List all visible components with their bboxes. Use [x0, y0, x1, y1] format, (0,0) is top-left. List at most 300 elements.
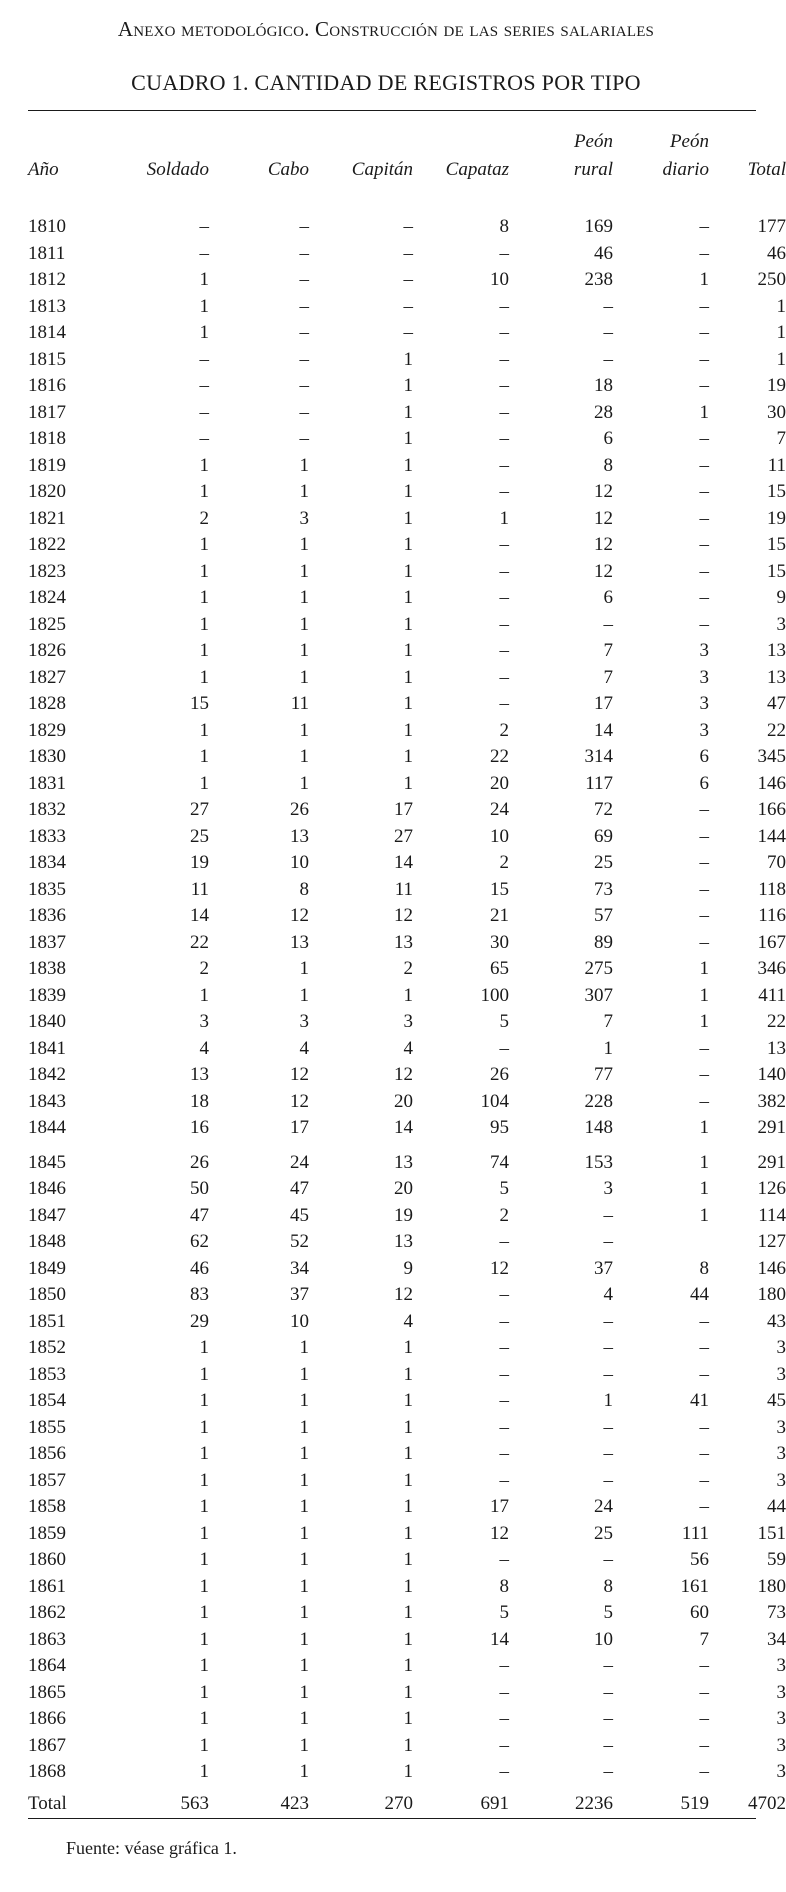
cell-capitan: 1: [403, 772, 413, 794]
cell-year: 1828: [28, 693, 66, 715]
total-capataz: 691: [480, 1792, 509, 1814]
header-peon-rural-line2: rural: [573, 159, 613, 180]
cell-peon-diario: 1: [699, 401, 709, 423]
cell-total: 3: [776, 1416, 786, 1438]
cell-cabo: 3: [299, 507, 309, 529]
cell-capataz: 14: [490, 1628, 509, 1650]
cell-year: 1829: [28, 719, 66, 741]
cell-capataz: 12: [490, 1257, 509, 1279]
cell-peon-rural: 1: [603, 1037, 613, 1059]
header-peon-rural-line1: Peón: [573, 131, 613, 152]
cell-soldado: 25: [190, 825, 209, 847]
cell-peon-diario: –: [699, 1443, 709, 1465]
table-row: [28, 506, 786, 533]
table-row: [28, 400, 786, 427]
total-capitan: 270: [384, 1792, 413, 1814]
cell-total: 3: [776, 1443, 786, 1465]
cell-soldado: 29: [190, 1310, 209, 1332]
cell-peon-diario: 1: [699, 1204, 709, 1226]
cell-capataz: –: [499, 587, 509, 609]
cell-total: 382: [757, 1090, 786, 1112]
cell-total: 144: [757, 825, 786, 847]
cell-soldado: –: [199, 428, 209, 450]
cell-total: 45: [767, 1390, 786, 1412]
cell-soldado: 47: [190, 1204, 209, 1226]
table-row: [28, 1759, 786, 1786]
cell-peon-rural: 7: [603, 1011, 613, 1033]
cell-soldado: 1: [199, 1469, 209, 1491]
table-row: [28, 585, 786, 612]
cell-total: 118: [758, 878, 786, 900]
cell-capitan: 13: [394, 931, 413, 953]
cell-cabo: 13: [290, 825, 309, 847]
cell-total: 46: [767, 242, 786, 264]
header-soldado: Soldado: [146, 159, 209, 180]
cell-peon-diario: 44: [690, 1284, 709, 1306]
header-year: Año: [28, 159, 59, 180]
cell-peon-rural: 89: [594, 931, 613, 953]
cell-total: 3: [776, 1655, 786, 1677]
cell-capitan: 20: [394, 1090, 413, 1112]
cell-capataz: –: [499, 534, 509, 556]
cell-peon-diario: 56: [690, 1549, 709, 1571]
cell-peon-rural: 25: [594, 1522, 613, 1544]
cell-cabo: 1: [299, 560, 309, 582]
cell-cabo: 34: [290, 1257, 309, 1279]
cell-peon-rural: 1: [603, 1390, 613, 1412]
cell-cabo: 1: [299, 746, 309, 768]
cell-total: 151: [757, 1522, 786, 1544]
header-cabo: Cabo: [267, 159, 309, 180]
cell-peon-rural: 238: [584, 269, 613, 291]
cell-capitan: 1: [403, 1496, 413, 1518]
cell-capitan: 12: [394, 1284, 413, 1306]
header-peon-diario-line2: diario: [662, 159, 709, 180]
cell-capataz: –: [499, 1284, 509, 1306]
cell-peon-rural: –: [603, 1655, 613, 1677]
cell-soldado: 83: [190, 1284, 209, 1306]
table-row: [28, 930, 786, 957]
cell-soldado: 1: [199, 1390, 209, 1412]
cell-capitan: 1: [403, 1708, 413, 1730]
cell-peon-rural: 73: [594, 878, 613, 900]
cell-cabo: 1: [299, 1602, 309, 1624]
cell-peon-diario: 111: [681, 1522, 709, 1544]
cell-total: 3: [776, 1734, 786, 1756]
cell-soldado: 1: [199, 640, 209, 662]
table-row: [28, 665, 786, 692]
cell-peon-diario: –: [699, 428, 709, 450]
cell-peon-rural: –: [603, 1681, 613, 1703]
cell-year: 1832: [28, 799, 66, 821]
cell-year: 1812: [28, 269, 66, 291]
table-row: [28, 1115, 786, 1142]
cell-soldado: –: [199, 216, 209, 238]
cell-peon-diario: –: [699, 375, 709, 397]
cell-capitan: 1: [403, 666, 413, 688]
cell-cabo: 12: [290, 905, 309, 927]
table-row: [28, 903, 786, 930]
cell-soldado: 1: [199, 746, 209, 768]
cell-total: 59: [767, 1549, 786, 1571]
cell-capitan: –: [403, 269, 413, 291]
cell-total: 166: [757, 799, 786, 821]
table-row: [28, 1309, 786, 1336]
cell-capataz: –: [499, 1469, 509, 1491]
cell-capataz: –: [499, 1390, 509, 1412]
cell-capitan: 1: [403, 428, 413, 450]
cell-capataz: –: [499, 348, 509, 370]
top-rule: [28, 110, 756, 111]
cell-total: 146: [757, 1257, 786, 1279]
cell-capataz: 8: [499, 1575, 509, 1597]
cell-cabo: 10: [290, 852, 309, 874]
cell-peon-diario: –: [699, 507, 709, 529]
cell-capitan: 1: [403, 1443, 413, 1465]
cell-year: 1826: [28, 640, 66, 662]
cell-soldado: 19: [190, 852, 209, 874]
cell-soldado: 1: [199, 295, 209, 317]
cell-peon-diario: –: [699, 1469, 709, 1491]
table-row: [28, 850, 786, 877]
table-row: [28, 956, 786, 983]
cell-year: 1843: [28, 1090, 66, 1112]
table-row: [28, 983, 786, 1010]
cell-cabo: 4: [299, 1037, 309, 1059]
cell-peon-diario: –: [699, 852, 709, 874]
table-row: [28, 1282, 786, 1309]
cell-capitan: 13: [394, 1151, 413, 1173]
cell-capitan: –: [403, 295, 413, 317]
cell-peon-rural: 8: [603, 1575, 613, 1597]
cell-year: 1863: [28, 1628, 66, 1650]
table-row: [28, 744, 786, 771]
cell-peon-diario: –: [699, 560, 709, 582]
cell-soldado: 1: [199, 454, 209, 476]
cell-peon-diario: [613, 1229, 709, 1256]
cell-peon-diario: –: [699, 454, 709, 476]
cell-capitan: 1: [403, 1363, 413, 1385]
cell-peon-diario: –: [699, 348, 709, 370]
cell-capataz: 21: [490, 905, 509, 927]
cell-capitan: 1: [403, 1655, 413, 1677]
cell-peon-rural: –: [603, 1310, 613, 1332]
cell-peon-rural: 69: [594, 825, 613, 847]
cell-year: 1841: [28, 1037, 66, 1059]
cell-soldado: 1: [199, 560, 209, 582]
cell-total: 9: [776, 587, 786, 609]
cell-peon-rural: 6: [603, 428, 613, 450]
cell-peon-diario: –: [699, 1734, 709, 1756]
cell-soldado: 1: [199, 984, 209, 1006]
cell-peon-diario: 3: [699, 719, 709, 741]
cell-peon-rural: –: [603, 1204, 613, 1226]
cell-total: 13: [767, 1037, 786, 1059]
cell-capataz: 2: [499, 852, 509, 874]
header-peon-rural: [509, 122, 613, 192]
cell-peon-rural: 7: [603, 666, 613, 688]
table-row: [28, 1627, 786, 1654]
cell-peon-rural: –: [603, 613, 613, 635]
cell-total: 3: [776, 1681, 786, 1703]
table-header-row: [28, 122, 786, 192]
total-soldado: 563: [180, 1792, 209, 1814]
cell-capitan: 12: [394, 1064, 413, 1086]
cell-capataz: –: [499, 322, 509, 344]
cell-capataz: 17: [490, 1496, 509, 1518]
cell-total: 127: [757, 1231, 786, 1253]
cell-year: 1821: [28, 507, 66, 529]
cell-peon-rural: –: [603, 1416, 613, 1438]
cell-peon-rural: 12: [594, 507, 613, 529]
cell-soldado: 1: [199, 1549, 209, 1571]
cell-peon-diario: –: [699, 613, 709, 635]
cell-cabo: 11: [290, 693, 309, 715]
table-row: [28, 267, 786, 294]
table-row: [28, 797, 786, 824]
cell-capataz: 74: [490, 1151, 509, 1173]
cell-peon-diario: –: [699, 799, 709, 821]
cell-peon-diario: –: [699, 1761, 709, 1783]
table-row: [28, 1142, 786, 1177]
cell-soldado: –: [199, 348, 209, 370]
table-row: [28, 453, 786, 480]
cell-year: 1865: [28, 1681, 66, 1703]
cell-capataz: 2: [499, 1204, 509, 1226]
table-row: [28, 532, 786, 559]
table-row: [28, 1600, 786, 1627]
cell-capitan: 1: [403, 1628, 413, 1650]
cell-total: 250: [757, 269, 786, 291]
cell-peon-diario: 6: [699, 772, 709, 794]
cell-capitan: 3: [403, 1011, 413, 1033]
table-row: [28, 1203, 786, 1230]
cell-peon-diario: 1: [699, 1117, 709, 1139]
cell-cabo: 12: [290, 1090, 309, 1112]
table-row: [28, 1547, 786, 1574]
cell-soldado: 1: [199, 1628, 209, 1650]
cell-peon-rural: 307: [584, 984, 613, 1006]
cell-capitan: 1: [403, 640, 413, 662]
cell-total: 3: [776, 1708, 786, 1730]
cell-cabo: 12: [290, 1064, 309, 1086]
cell-year: 1847: [28, 1204, 66, 1226]
cell-capitan: 1: [403, 560, 413, 582]
cell-capitan: –: [403, 242, 413, 264]
cell-cabo: 52: [290, 1231, 309, 1253]
header-peon-diario-line1: Peón: [669, 131, 709, 152]
cell-capitan: 1: [403, 984, 413, 1006]
cell-capataz: –: [499, 1443, 509, 1465]
cell-peon-rural: 5: [603, 1602, 613, 1624]
cell-total: 140: [757, 1064, 786, 1086]
table-row: [28, 1036, 786, 1063]
total-cabo: 423: [280, 1792, 309, 1814]
cell-soldado: 15: [190, 693, 209, 715]
cell-year: 1838: [28, 958, 66, 980]
cell-capitan: 1: [403, 587, 413, 609]
cell-peon-rural: –: [603, 1761, 613, 1783]
cell-total: 3: [776, 1469, 786, 1491]
cell-capitan: –: [403, 322, 413, 344]
cell-cabo: 1: [299, 1681, 309, 1703]
cell-year: 1857: [28, 1469, 66, 1491]
cell-capataz: –: [499, 666, 509, 688]
cell-capitan: 1: [403, 1602, 413, 1624]
cell-total: 15: [767, 481, 786, 503]
cell-cabo: –: [299, 322, 309, 344]
cell-peon-rural: 4: [603, 1284, 613, 1306]
cell-soldado: –: [199, 242, 209, 264]
cell-cabo: 1: [299, 1575, 309, 1597]
cell-cabo: 1: [299, 1549, 309, 1571]
cell-capitan: 19: [394, 1204, 413, 1226]
cell-peon-rural: –: [603, 295, 613, 317]
cell-year: 1833: [28, 825, 66, 847]
cell-soldado: 1: [199, 587, 209, 609]
cell-peon-diario: –: [699, 1363, 709, 1385]
cell-peon-diario: 3: [699, 666, 709, 688]
cell-peon-rural: –: [603, 1549, 613, 1571]
cell-peon-rural: 7: [603, 640, 613, 662]
cell-capataz: 20: [490, 772, 509, 794]
cell-soldado: 1: [199, 1416, 209, 1438]
cell-capitan: 1: [403, 534, 413, 556]
cell-capataz: 15: [490, 878, 509, 900]
cell-total: 22: [767, 1011, 786, 1033]
cell-soldado: 2: [199, 958, 209, 980]
cell-peon-rural: 8: [603, 454, 613, 476]
header-peon-diario: [613, 122, 709, 192]
cell-soldado: 14: [190, 905, 209, 927]
cell-year: 1856: [28, 1443, 66, 1465]
cell-peon-diario: –: [699, 1064, 709, 1086]
cell-peon-rural: 314: [584, 746, 613, 768]
cell-capataz: –: [499, 1363, 509, 1385]
cell-total: 70: [767, 852, 786, 874]
cell-total: 3: [776, 1337, 786, 1359]
cell-soldado: 3: [199, 1011, 209, 1033]
cell-peon-diario: –: [699, 1496, 709, 1518]
cell-capitan: –: [403, 216, 413, 238]
cell-peon-rural: 12: [594, 481, 613, 503]
cell-cabo: 1: [299, 1337, 309, 1359]
cell-peon-rural: 228: [584, 1090, 613, 1112]
cell-capitan: 1: [403, 1681, 413, 1703]
cell-soldado: 26: [190, 1151, 209, 1173]
cell-capataz: –: [499, 454, 509, 476]
cell-year: 1859: [28, 1522, 66, 1544]
cell-capitan: 1: [403, 454, 413, 476]
cell-peon-rural: 17: [594, 693, 613, 715]
cell-peon-diario: –: [699, 1310, 709, 1332]
cell-soldado: 46: [190, 1257, 209, 1279]
cell-capitan: 1: [403, 1337, 413, 1359]
cell-cabo: 1: [299, 1628, 309, 1650]
cell-year: 1836: [28, 905, 66, 927]
cell-total: 3: [776, 613, 786, 635]
cell-peon-rural: 46: [594, 242, 613, 264]
cell-year: 1855: [28, 1416, 66, 1438]
total-row: [28, 1786, 786, 1820]
table-row: [28, 1062, 786, 1089]
cell-peon-rural: –: [603, 1469, 613, 1491]
cell-soldado: 27: [190, 799, 209, 821]
cell-soldado: 16: [190, 1117, 209, 1139]
cell-year: 1867: [28, 1734, 66, 1756]
cell-cabo: –: [299, 295, 309, 317]
cell-peon-diario: –: [699, 295, 709, 317]
cell-cabo: 1: [299, 1655, 309, 1677]
cell-year: 1835: [28, 878, 66, 900]
cell-total: 291: [757, 1151, 786, 1173]
cell-capataz: 10: [490, 825, 509, 847]
cell-peon-rural: –: [603, 348, 613, 370]
cell-total: 19: [767, 375, 786, 397]
cell-total: 13: [767, 666, 786, 688]
cell-peon-diario: 3: [699, 640, 709, 662]
cell-peon-diario: –: [699, 1655, 709, 1677]
cell-capitan: 14: [394, 1117, 413, 1139]
cell-peon-diario: 1: [699, 984, 709, 1006]
cell-total: 22: [767, 719, 786, 741]
cell-year: 1819: [28, 454, 66, 476]
cell-capitan: 9: [403, 1257, 413, 1279]
cell-total: 177: [757, 216, 786, 238]
cell-peon-rural: 6: [603, 587, 613, 609]
cell-total: 44: [767, 1496, 786, 1518]
table-row: [28, 479, 786, 506]
table-row: [28, 426, 786, 453]
cell-total: 47: [767, 693, 786, 715]
cell-peon-rural: –: [603, 1337, 613, 1359]
cell-total: 180: [757, 1575, 786, 1597]
cell-total: 3: [776, 1761, 786, 1783]
cell-total: 1: [776, 348, 786, 370]
cell-peon-diario: 1: [699, 1151, 709, 1173]
cell-year: 1854: [28, 1390, 66, 1412]
cell-capitan: 1: [403, 1549, 413, 1571]
cell-total: 114: [758, 1204, 786, 1226]
cell-capitan: 1: [403, 481, 413, 503]
table-row: [28, 241, 786, 268]
cell-soldado: 22: [190, 931, 209, 953]
table-row: [28, 1521, 786, 1548]
cell-year: 1830: [28, 746, 66, 768]
cell-soldado: 1: [199, 772, 209, 794]
table-row: [28, 1335, 786, 1362]
cell-cabo: –: [299, 428, 309, 450]
cell-cabo: 1: [299, 772, 309, 794]
cell-year: 1813: [28, 295, 66, 317]
cell-peon-diario: –: [699, 481, 709, 503]
cell-total: 43: [767, 1310, 786, 1332]
cell-peon-diario: –: [699, 1090, 709, 1112]
cell-peon-diario: –: [699, 905, 709, 927]
cell-cabo: 1: [299, 613, 309, 635]
cell-cabo: 1: [299, 1708, 309, 1730]
cell-cabo: 1: [299, 666, 309, 688]
cell-capataz: 8: [499, 216, 509, 238]
cell-year: 1848: [28, 1231, 66, 1253]
cell-year: 1862: [28, 1602, 66, 1624]
cell-year: 1811: [28, 242, 66, 264]
cell-year: 1823: [28, 560, 66, 582]
cell-cabo: 37: [290, 1284, 309, 1306]
cell-capitan: 1: [403, 693, 413, 715]
cell-soldado: 1: [199, 666, 209, 688]
cell-peon-rural: 77: [594, 1064, 613, 1086]
